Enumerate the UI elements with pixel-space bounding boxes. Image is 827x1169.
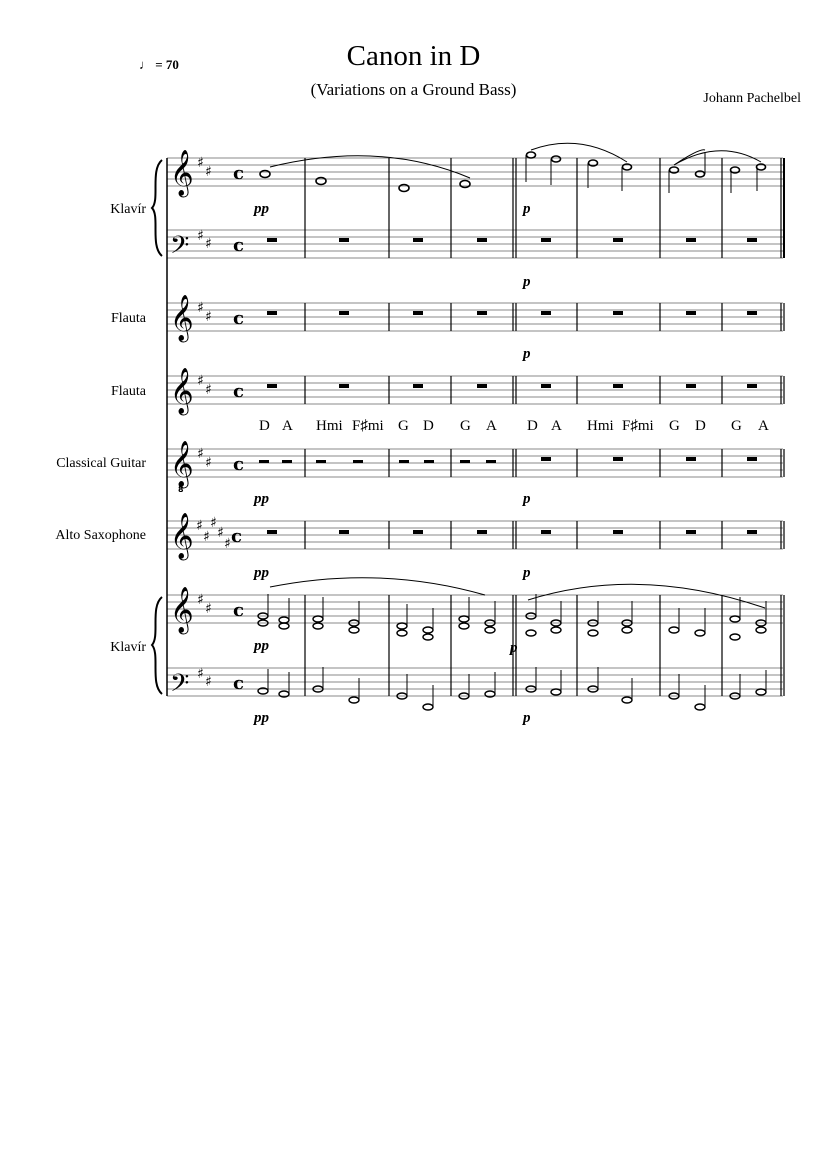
svg-text:♯: ♯ bbox=[205, 455, 212, 471]
chord-symbol: D bbox=[527, 418, 538, 434]
svg-text:♯: ♯ bbox=[205, 236, 212, 252]
chord-symbol: A bbox=[551, 418, 562, 434]
svg-text:♯: ♯ bbox=[196, 518, 203, 534]
svg-text:𝄞: 𝄞 bbox=[170, 295, 194, 341]
instrument-label: Alto Saxophone bbox=[55, 528, 146, 543]
dynamic-pp: pp bbox=[254, 638, 269, 654]
svg-text:𝄞: 𝄞 bbox=[170, 441, 194, 487]
svg-text:c: c bbox=[233, 454, 244, 475]
chord-symbol: A bbox=[758, 418, 769, 434]
dynamic-p: p bbox=[523, 201, 531, 217]
svg-text:𝄞: 𝄞 bbox=[170, 587, 194, 633]
svg-text:c: c bbox=[233, 381, 244, 402]
svg-text:𝄢: 𝄢 bbox=[170, 231, 190, 266]
chord-symbol: A bbox=[282, 418, 293, 434]
chord-symbol: F♯mi bbox=[622, 418, 654, 434]
svg-text:♯: ♯ bbox=[197, 666, 204, 682]
chord-symbol: Hmi bbox=[587, 418, 614, 434]
chord-symbol: G bbox=[398, 418, 409, 434]
chord-symbol: F♯mi bbox=[352, 418, 384, 434]
svg-text:♯: ♯ bbox=[197, 228, 204, 244]
dynamic-pp: pp bbox=[254, 565, 269, 581]
instrument-label: Klavír bbox=[110, 640, 146, 655]
composer: Johann Pachelbel bbox=[703, 91, 801, 106]
svg-text:♯: ♯ bbox=[197, 300, 204, 316]
dynamic-pp: pp bbox=[254, 710, 269, 726]
svg-text:𝄢: 𝄢 bbox=[170, 669, 190, 704]
dynamic-p: p bbox=[523, 346, 531, 362]
dynamic-pp: pp bbox=[254, 491, 269, 507]
svg-text:8: 8 bbox=[178, 485, 184, 494]
svg-text:c: c bbox=[233, 308, 244, 329]
dynamic-p: p bbox=[523, 274, 531, 290]
chord-symbol: Hmi bbox=[316, 418, 343, 434]
instrument-label: Flauta bbox=[111, 384, 146, 399]
chord-symbol: G bbox=[460, 418, 471, 434]
svg-text:c: c bbox=[233, 235, 244, 256]
svg-text:♯: ♯ bbox=[197, 155, 204, 171]
svg-text:♯: ♯ bbox=[197, 446, 204, 462]
chord-symbol: G bbox=[669, 418, 680, 434]
chord-symbol: G bbox=[731, 418, 742, 434]
svg-text:c: c bbox=[233, 163, 244, 184]
dynamic-p: p bbox=[523, 710, 531, 726]
instrument-label: Flauta bbox=[111, 311, 146, 326]
svg-text:c: c bbox=[233, 673, 244, 694]
dynamic-p: p bbox=[523, 565, 531, 581]
svg-text:♯: ♯ bbox=[205, 382, 212, 398]
score-subtitle: (Variations on a Ground Bass) bbox=[310, 80, 517, 99]
svg-text:𝄞: 𝄞 bbox=[170, 150, 194, 196]
svg-text:♯: ♯ bbox=[205, 309, 212, 325]
score-title: Canon in D bbox=[346, 40, 481, 72]
svg-text:♯: ♯ bbox=[210, 515, 217, 531]
svg-text:♯: ♯ bbox=[224, 536, 231, 552]
instrument-label: Classical Guitar bbox=[56, 456, 146, 471]
dynamic-pp: pp bbox=[254, 201, 269, 217]
svg-text:𝄞: 𝄞 bbox=[170, 513, 194, 559]
chord-symbol: D bbox=[259, 418, 270, 434]
svg-text:c: c bbox=[233, 600, 244, 621]
svg-text:c: c bbox=[231, 526, 242, 547]
chord-symbol: D bbox=[423, 418, 434, 434]
svg-text:♯: ♯ bbox=[205, 164, 212, 180]
svg-text:♯: ♯ bbox=[203, 529, 210, 545]
svg-text:♯: ♯ bbox=[197, 373, 204, 389]
svg-text:♯: ♯ bbox=[205, 601, 212, 617]
svg-text:𝄞: 𝄞 bbox=[170, 368, 194, 414]
dynamic-p: p bbox=[523, 491, 531, 507]
chord-symbol: A bbox=[486, 418, 497, 434]
tempo-marking: ♩ = 70 bbox=[139, 57, 179, 72]
svg-text:♯: ♯ bbox=[197, 592, 204, 608]
dynamic-p: p bbox=[510, 640, 518, 656]
svg-text:♯: ♯ bbox=[217, 525, 224, 541]
instrument-label: Klavír bbox=[110, 202, 146, 217]
svg-text:♯: ♯ bbox=[205, 674, 212, 690]
chord-symbol: D bbox=[695, 418, 706, 434]
